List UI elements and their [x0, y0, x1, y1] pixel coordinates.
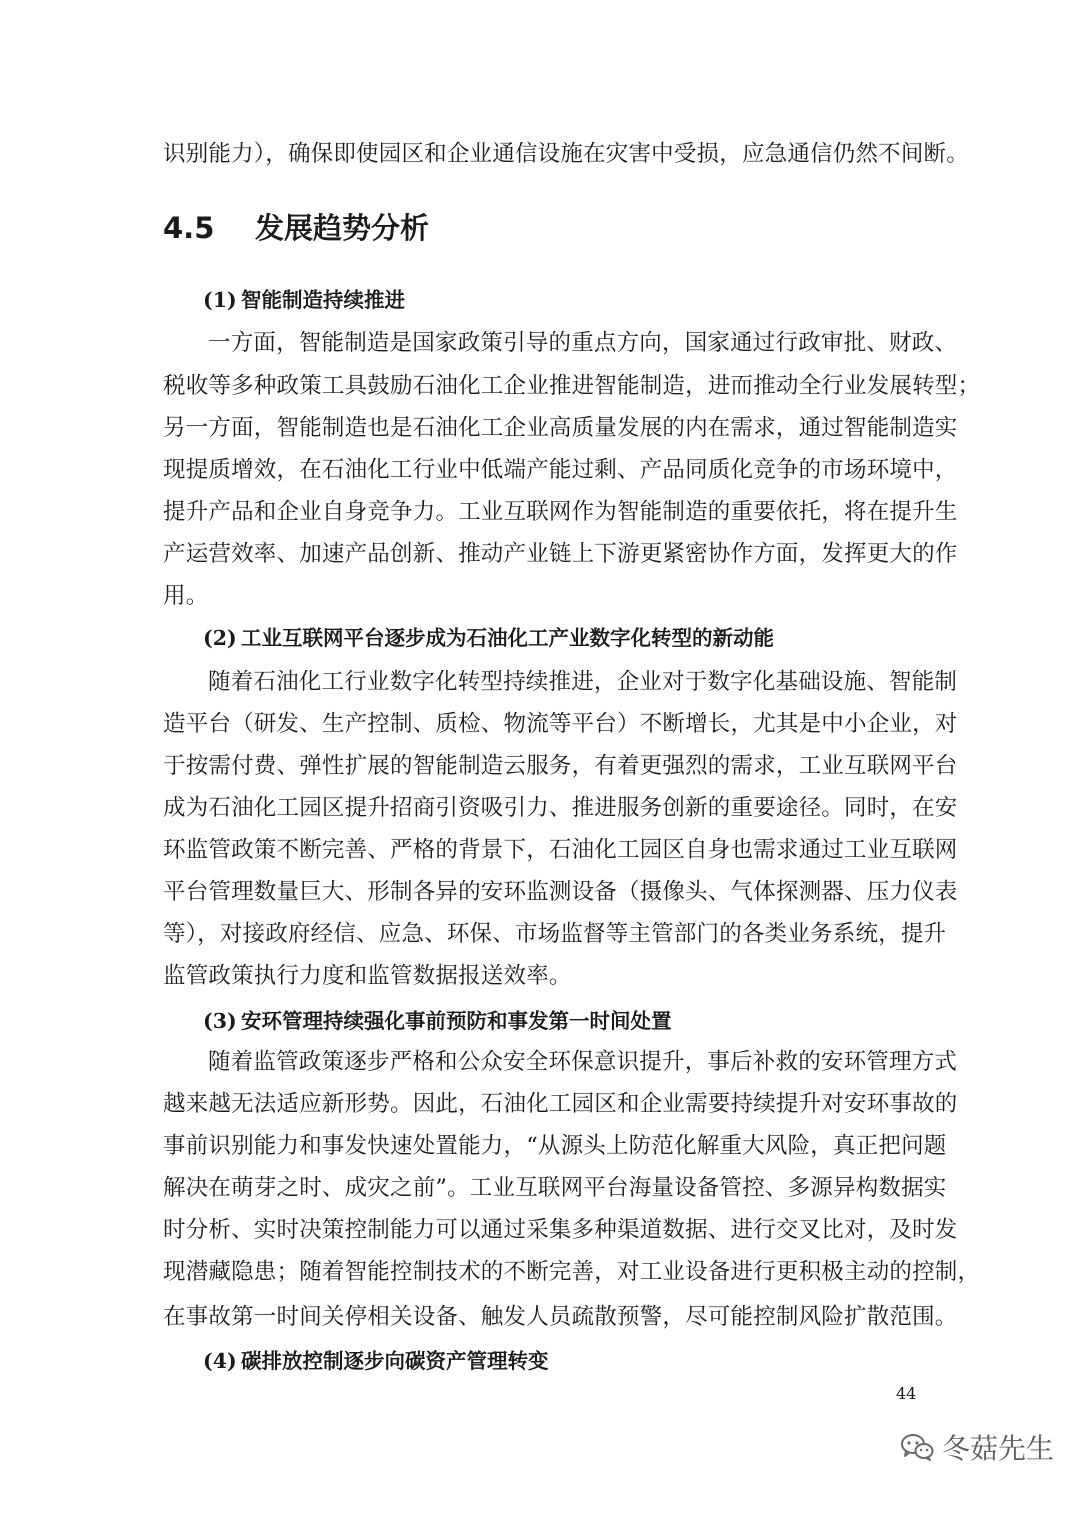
paragraph-line: 一方面，智能制造是国家政策引导的重点方向，国家通过行政审批、财政、	[208, 330, 958, 356]
paragraph-line: 成为石油化工园区提升招商引资吸引力、推进服务创新的重要途径。同时，在安	[163, 795, 958, 821]
paragraph-line: 事前识别能力和事发快速处置能力，“从源头上防范化解重大风险，真正把问题	[163, 1133, 947, 1159]
paragraph-line: 造平台（研发、生产控制、质检、物流等平台）不断增长，尤其是中小企业，对	[163, 711, 958, 737]
paragraph-line: 平台管理数量巨大、形制各异的安环监测设备（摄像头、气体探测器、压力仪表	[163, 879, 958, 905]
section-number: 4.5	[163, 211, 215, 245]
paragraph-line: 于按需付费、弹性扩展的智能制造云服务，有着更强烈的需求，工业互联网平台	[163, 753, 958, 779]
subsection-heading	[203, 1006, 672, 1036]
subsection-number: (2)	[203, 626, 237, 650]
paragraph-line: 识别能力），确保即使园区和企业通信设施在灾害中受损，应急通信仍然不间断。	[163, 141, 969, 167]
paragraph-line: 现潜藏隐患；随着智能控制技术的不断完善，对工业设备进行更积极主动的控制，	[163, 1259, 981, 1285]
paragraph-line: 解决在萌芽之时、成灾之前”。工业互联网平台海量设备管控、多源异构数据实	[163, 1175, 947, 1201]
paragraph-line: 产运营效率、加速产品创新、推动产业链上下游更紧密协作方面，发挥更大的作	[163, 541, 958, 567]
subsection-title: 安环管理持续强化事前预防和事发第一时间处置	[241, 1009, 672, 1033]
section-title: 发展趋势分析	[255, 211, 430, 245]
paragraph-line: 越来越无法适应新形势。因此，石油化工园区和企业需要持续提升对安环事故的	[163, 1091, 958, 1117]
paragraph-line: 提升产品和企业自身竞争力。工业互联网作为智能制造的重要依托，将在提升生	[163, 499, 958, 525]
paragraph-line: 税收等多种政策工具鼓励石油化工企业推进智能制造，进而推动全行业发展转型；	[163, 373, 981, 399]
paragraph-line: 等），对接政府经信、应急、环保、市场监督等主管部门的各类业务系统，提升	[163, 921, 947, 947]
paragraph-line: 随着石油化工行业数字化转型持续推进，企业对于数字化基础设施、智能制	[208, 669, 958, 695]
paragraph-line: 随着监管政策逐步严格和公众安全环保意识提升，事后补救的安环管理方式	[208, 1049, 958, 1075]
subsection-number: (4)	[203, 1349, 237, 1373]
watermark	[900, 1427, 1054, 1467]
page-number: 44	[896, 1384, 917, 1403]
subsection-number: (3)	[203, 1009, 237, 1033]
subsection-heading	[203, 285, 405, 315]
section-heading	[163, 208, 429, 248]
subsection-title: 智能制造持续推进	[241, 288, 405, 312]
paragraph-line: 环监管政策不断完善、严格的背景下，石油化工园区自身也需求通过工业互联网	[163, 837, 958, 863]
watermark-text: 冬菇先生	[942, 1432, 1055, 1465]
paragraph-line: 时分析、实时决策控制能力可以通过采集多种渠道数据、进行交叉比对，及时发	[163, 1217, 958, 1243]
paragraph-line: 监管政策执行力度和监管数据报送效率。	[163, 963, 572, 989]
paragraph-line: 在事故第一时间关停相关设备、触发人员疏散预警，尽可能控制风险扩散范围。	[163, 1304, 958, 1330]
subsection-title: 工业互联网平台逐步成为石油化工产业数字化转型的新动能	[241, 626, 774, 650]
paragraph-line: 现提质增效，在石油化工行业中低端产能过剩、产品同质化竞争的市场环境中，	[163, 457, 958, 483]
wechat-icon	[900, 1432, 934, 1462]
subsection-heading	[203, 1346, 549, 1376]
paragraph-line: 另一方面，智能制造也是石油化工企业高质量发展的内在需求，通过智能制造实	[163, 415, 958, 441]
subsection-title: 碳排放控制逐步向碳资产管理转变	[241, 1349, 549, 1373]
subsection-number: (1)	[203, 288, 237, 312]
paragraph-line: 用。	[163, 583, 209, 609]
subsection-heading	[203, 623, 774, 653]
